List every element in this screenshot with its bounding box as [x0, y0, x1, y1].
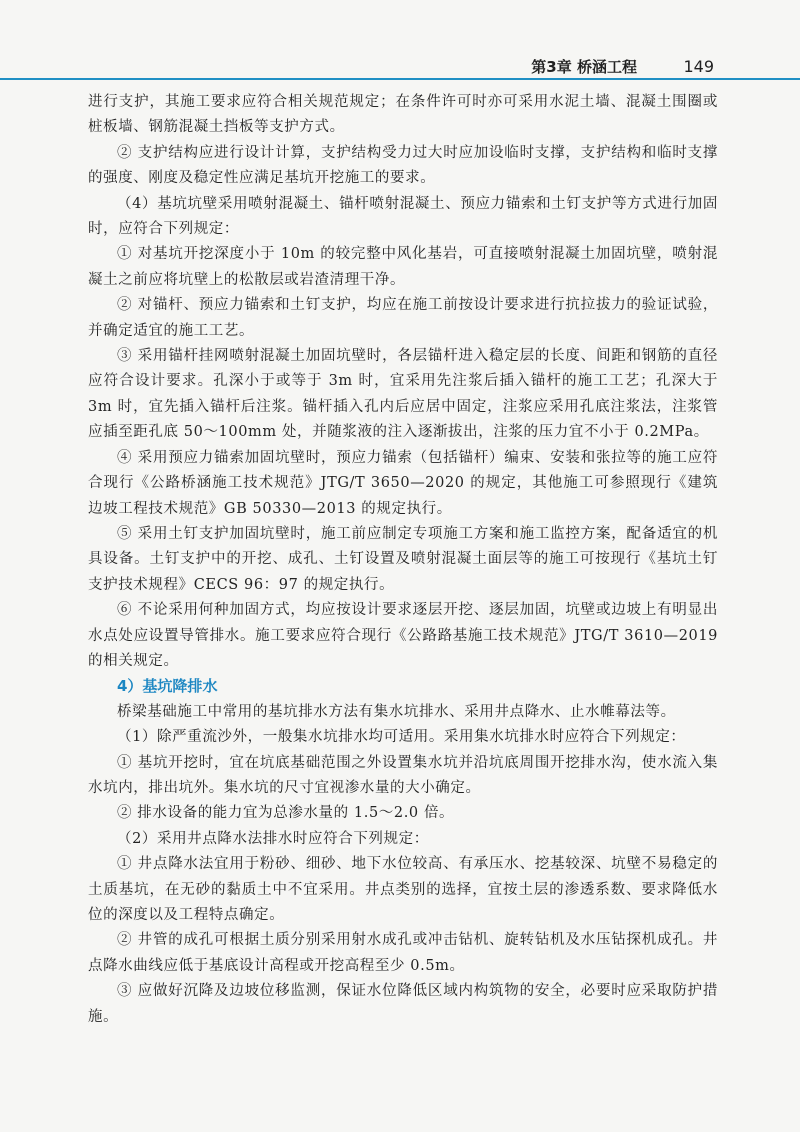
paragraph: ② 对锚杆、预应力锚索和土钉支护，均应在施工前按设计要求进行抗拉拔力的验证试验，并确定适宜的施工工艺。 [88, 297, 718, 339]
chapter-title: 桥涵工程 [576, 58, 637, 76]
paragraph: ① 井点降水法宜用于粉砂、细砂、地下水位较高、有承压水、挖基较深、坑壁不易稳定的土质基坑，在无砂的黏质土中不宜采用。井点类别的选择，宜按土层的渗透系数、要求降低水位的深度以及工程特点确定。 [88, 856, 718, 923]
paragraph: ② 支护结构应进行设计计算，支护结构受力过大时应加设临时支撑，支护结构和临时支撑的强度、刚度及稳定性应满足基坑开挖施工的要求。 [88, 144, 718, 187]
header-text [531, 56, 714, 77]
paragraph: ④ 采用预应力锚索加固坑壁时，预应力锚索（包括锚杆）编束、安装和张拉等的施工应符合现行《公路桥涵施工技术规范》JTG/T 3650—2020 的规定，其他施工可参照现行《建筑边坡工程技术规范》GB 50330—2013 的规定执行。 [88, 449, 718, 517]
paragraph: ⑥ 不论采用何种加固方式，均应按设计要求逐层开挖、逐层加固，坑壁或边坡上有明显出水点处应设置导管排水。施工要求应符合现行《公路路基施工技术规范》JTG/T 3610—2019 的相关规定。 [88, 602, 718, 669]
paragraph: （4）基坑坑壁采用喷射混凝土、锚杆喷射混凝土、预应力锚索和土钉支护等方式进行加固时，应符合下列规定： [88, 195, 718, 238]
paragraph: （1）除严重流沙外，一般集水坑排水均可适用。采用集水坑排水时应符合下列规定： [117, 729, 686, 746]
chapter-label: 第3章 [531, 58, 572, 76]
paragraph: 进行支护，其施工要求应符合相关规范规定；在条件许可时亦可采用水泥土墙、混凝土围圈或桩板墙、钢筋混凝土挡板等支护方式。 [88, 94, 718, 136]
paragraph: （2）采用井点降水法排水时应符合下列规定： [117, 830, 429, 847]
paragraph: 桥梁基础施工中常用的基坑排水方法有集水坑排水、采用井点降水、止水帷幕法等。 [117, 703, 676, 720]
page-number: 149 [683, 57, 714, 76]
paragraph: ① 基坑开挖时，宜在坑底基础范围之外设置集水坑并沿坑底周围开挖排水沟，使水流入集水坑内，排出坑外。集水坑的尺寸宜视渗水量的大小确定。 [88, 754, 718, 796]
paragraph: ③ 应做好沉降及边坡位移监测，保证水位降低区域内构筑物的安全，必要时应采取防护措施。 [88, 983, 718, 1025]
paragraph: ① 对基坑开挖深度小于 10m 的较完整中风化基岩，可直接喷射混凝土加固坑壁，喷射混凝土之前应将坑壁上的松散层或岩渣清理干净。 [88, 246, 718, 288]
header-rule [0, 78, 800, 80]
paragraph: ⑤ 采用土钉支护加固坑壁时，施工前应制定专项施工方案和施工监控方案，配备适宜的机具设备。土钉支护中的开挖、成孔、土钉设置及喷射混凝土面层等的施工可按现行《基坑土钉支护技术规程》CECS 96：97 的规定执行。 [88, 525, 718, 593]
running-header [0, 42, 800, 82]
page-body [88, 90, 718, 1030]
paragraph: ③ 采用锚杆挂网喷射混凝土加固坑壁时，各层锚杆进入稳定层的长度、间距和钢筋的直径应符合设计要求。孔深小于或等于 3m 时，宜采用先注浆后插入锚杆的施工工艺；孔深大于 3m 时，宜先插入锚杆后注浆。锚杆插入孔内后应居中固定，注浆应采用孔底注浆法，注浆管应插至距孔底 50～100mm 处，并随浆液的注入逐渐拔出，注浆的压力宜不小于 0.2MPa。 [88, 348, 718, 441]
paragraph: ② 井管的成孔可根据土质分别采用射水成孔或冲击钻机、旋转钻机及水压钻探机成孔。井点降水曲线应低于基底设计高程或开挖高程至少 0.5m。 [88, 932, 718, 974]
paragraph: ② 排水设备的能力宜为总渗水量的 1.5～2.0 倍。 [117, 805, 455, 822]
section-heading: 4）基坑降排水 [117, 677, 218, 696]
